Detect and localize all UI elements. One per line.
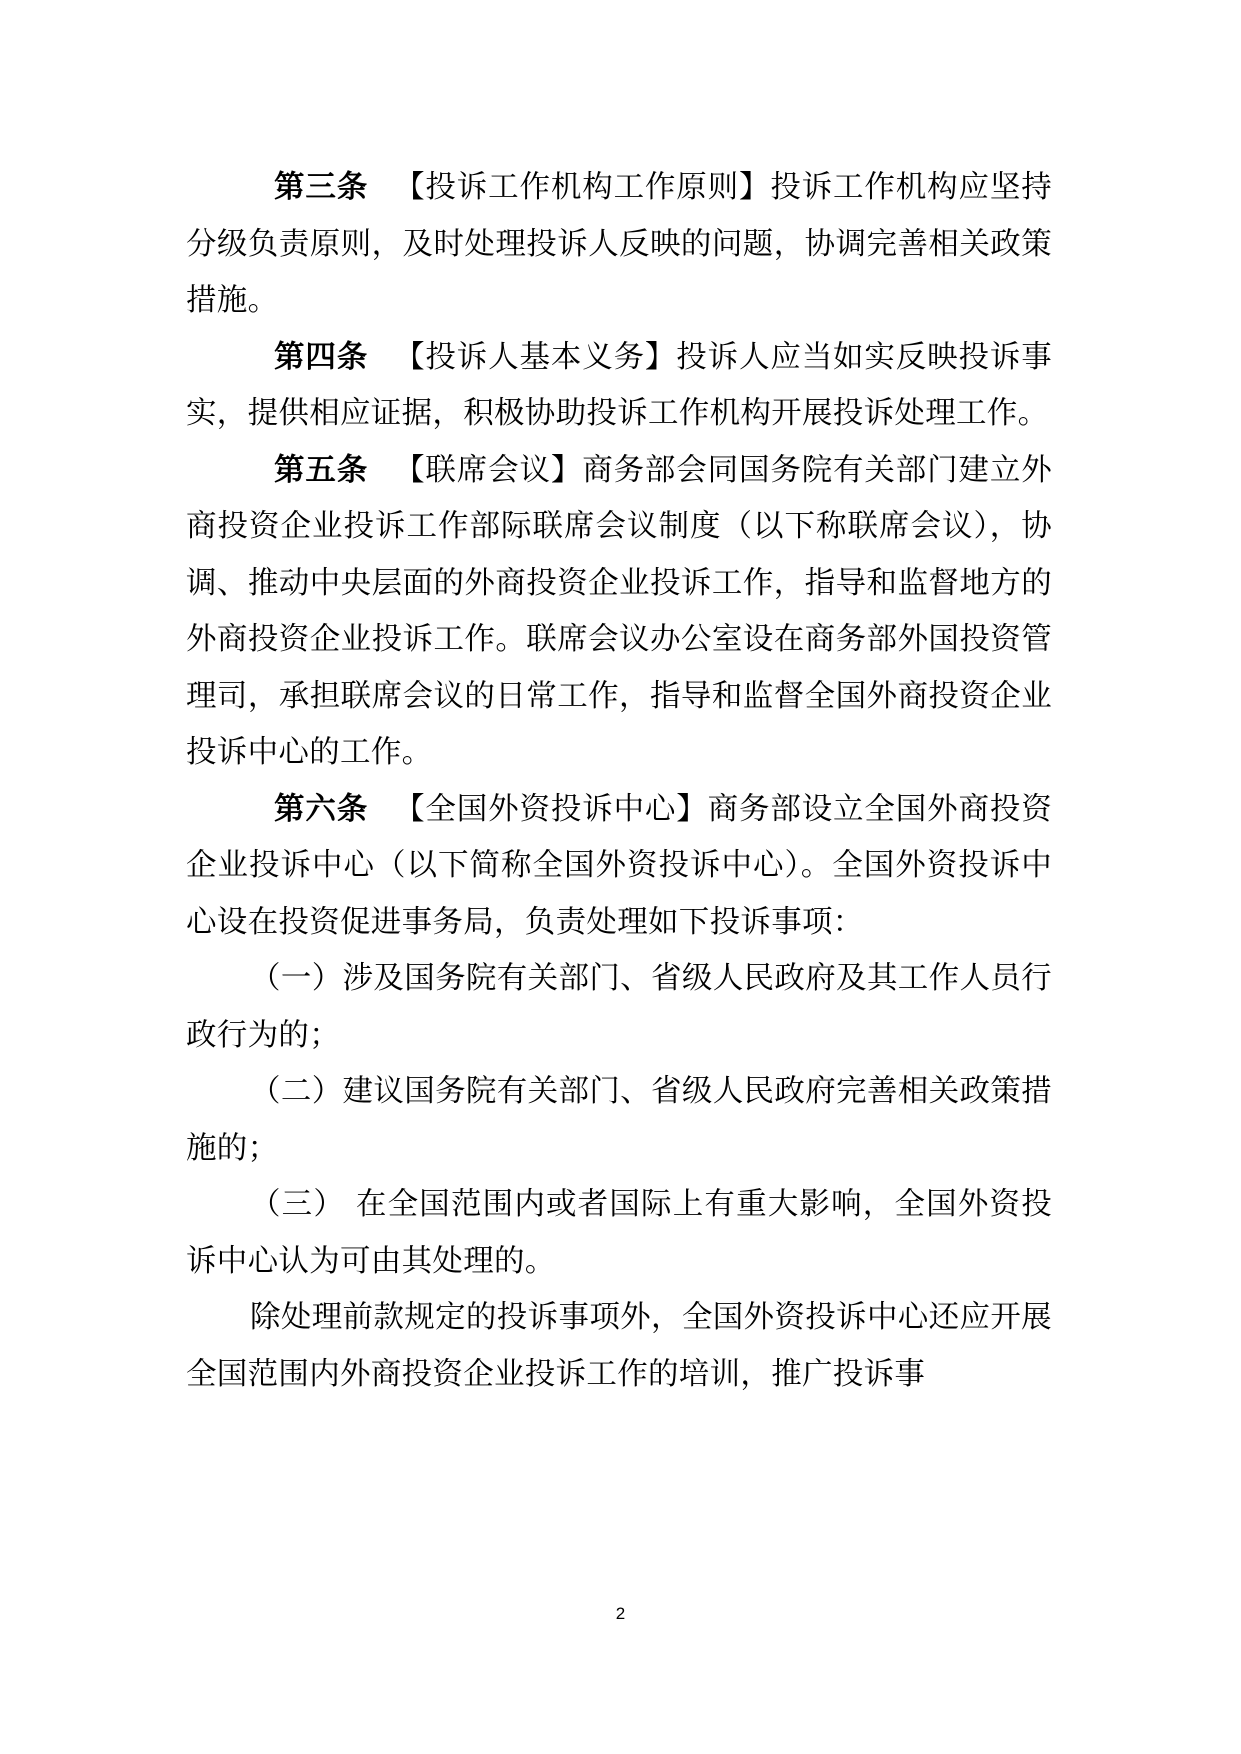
article-6-paragraph [186, 782, 1052, 952]
list-item-2: （二）建议国务院有关部门、省级人民政府完善相关政策措施的； [186, 1074, 1052, 1166]
list-item-1: （一）涉及国务院有关部门、省级人民政府及其工作人员行政行为的； [186, 961, 1052, 1053]
article-number: 第三条 [274, 170, 369, 205]
article-text: 【投诉工作机构工作原则】投诉工作机构应坚持分级负责原则，及时处理投诉人反映的问题，协调完善相关政策措施。 [186, 170, 1052, 318]
article-3-paragraph [186, 160, 1052, 330]
article-text: 【全国外资投诉中心】商务部设立全国外商投资企业投诉中心（以下简称全国外资投诉中心）。全国外资投诉中心设在投资促进事务局，负责处理如下投诉事项： [186, 791, 1052, 940]
page-number: 2 [615, 1604, 626, 1623]
article-text: 【投诉人基本义务】投诉人应当如实反映投诉事实，提供相应证据，积极协助投诉工作机构开展投诉处理工作。 [186, 339, 1052, 431]
list-item-3: （三） 在全国范围内或者国际上有重大影响，全国外资投诉中心认为可由其处理的。 [186, 1187, 1052, 1279]
article-number: 第五条 [274, 452, 369, 488]
article-text: 【联席会议】商务部会同国务院有关部门建立外商投资企业投诉工作部际联席会议制度（以下称联席会议），协调、推动中央层面的外商投资企业投诉工作，指导和监督地方的外商投资企业投诉工作。联席会议办公室设在商务部外国投资管理司，承担联席会议的日常工作，指导和监督全国外商投资企业投诉中心的工作。 [186, 452, 1052, 770]
plain-paragraph: 除处理前款规定的投诉事项外，全国外资投诉中心还应开展全国范围内外商投资企业投诉工作的培训，推广投诉事 [186, 1300, 1052, 1392]
article-5-paragraph [186, 443, 1052, 782]
document-body [186, 160, 1052, 1403]
article-number: 第四条 [274, 339, 369, 375]
article-number: 第六条 [274, 791, 369, 827]
article-4-paragraph [186, 330, 1052, 443]
